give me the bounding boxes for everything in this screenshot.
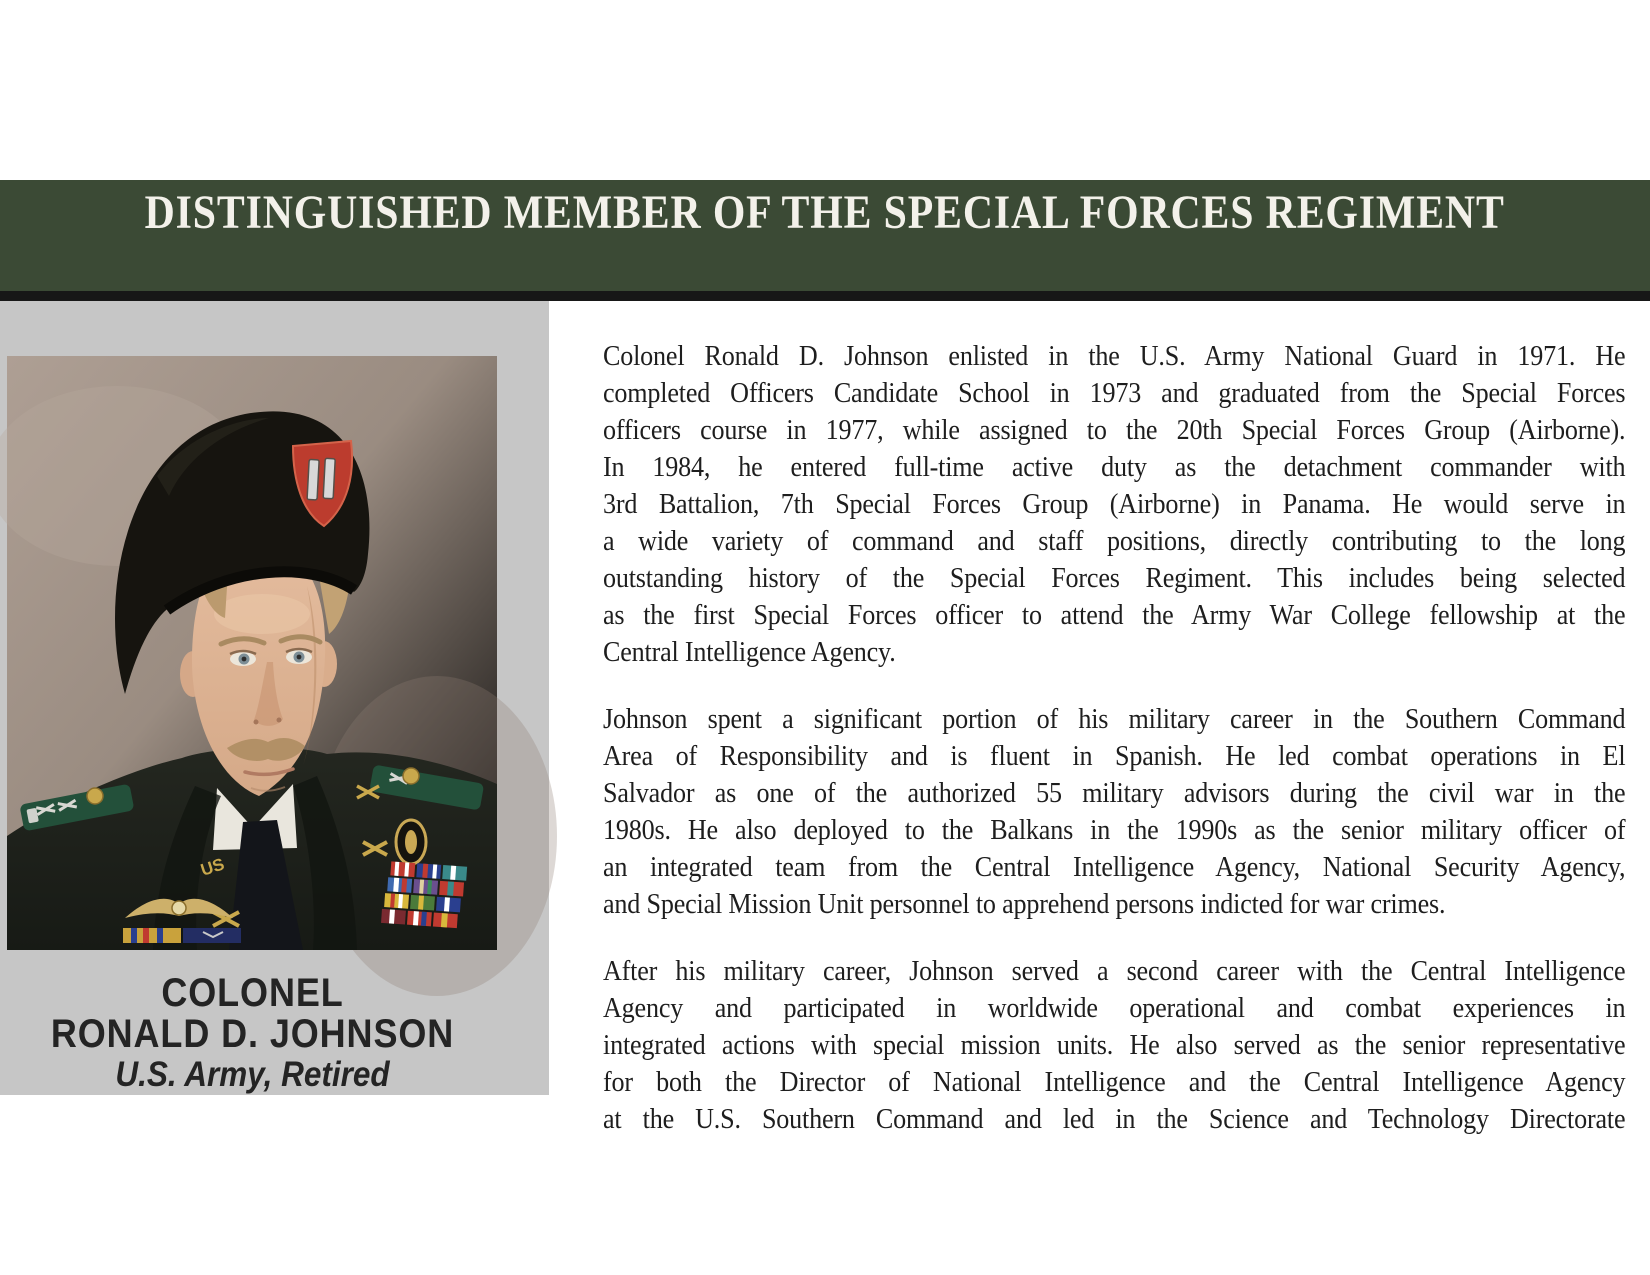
bio-text-line: integrated actions with special mission units. He also served as the senior representative [603,1029,1626,1061]
bio-paragraph [603,338,1625,671]
bio-text-line: a wide variety of command and staff positions, directly contributing to the long [603,525,1626,557]
bio-text-line: Agency and participated in worldwide operational and combat experiences in [603,992,1626,1024]
page-title: DISTINGUISHED MEMBER OF THE SPECIAL FORCES REGIMENT [144,186,1506,239]
bio-text-line: at the U.S. Southern Command and led in the Science and Technology Directorate [603,1103,1626,1135]
banner-divider [0,291,1650,301]
bio-text-line: and Special Mission Unit personnel to apprehend persons indicted for war crimes. [603,888,1446,920]
bio-text-line: outstanding history of the Special Forces Regiment. This includes being selected [603,562,1626,594]
bio-text-line: Johnson spent a significant portion of his military career in the Southern Command [603,703,1626,735]
profile-rank: COLONEL [161,971,344,1015]
bio-text-line: 3rd Battalion, 7th Special Forces Group (Airborne) in Panama. He would serve in [603,488,1626,520]
bio-paragraph [603,701,1625,923]
bio-paragraph [603,953,1626,1135]
profile-name: RONALD D. JOHNSON [50,1012,455,1056]
bio-text-line: In 1984, he entered full-time active duty as the detachment commander with [603,451,1626,483]
bio-text-line: for both the Director of National Intelligence and the Central Intelligence Agency [603,1066,1626,1098]
profile-panel [0,301,549,1095]
article [603,338,1626,1135]
bio-text-line: Salvador as one of the authorized 55 military advisors during the civil war in the [603,777,1626,809]
title-banner [0,180,1650,291]
bio-text-line: officers course in 1977, while assigned to the 20th Special Forces Group (Airborne). [603,414,1626,446]
bio-text-line: as the first Special Forces officer to attend the Army War College fellowship at the [603,599,1626,631]
profile-caption [25,973,480,1094]
bio-text-line: Area of Responsibility and is fluent in Spanish. He led combat operations in El [603,740,1626,772]
bio-text-line: Central Intelligence Agency. [603,636,896,668]
bio-text-line: an integrated team from the Central Intelligence Agency, National Security Agency, [603,851,1626,883]
bio-text-line: Colonel Ronald D. Johnson enlisted in the U.S. Army National Guard in 1971. He [603,340,1626,372]
bio-text-line: 1980s. He also deployed to the Balkans in the 1990s as the senior military officer of [603,814,1626,846]
profile-service: U.S. Army, Retired [115,1055,390,1094]
bio-text-line: completed Officers Candidate School in 1973 and graduated from the Special Forces [603,377,1626,409]
bio-text-line: After his military career, Johnson served a second career with the Central Intelligence [603,955,1626,987]
portrait-photo [7,356,497,950]
svg-text:US: US [198,854,227,880]
